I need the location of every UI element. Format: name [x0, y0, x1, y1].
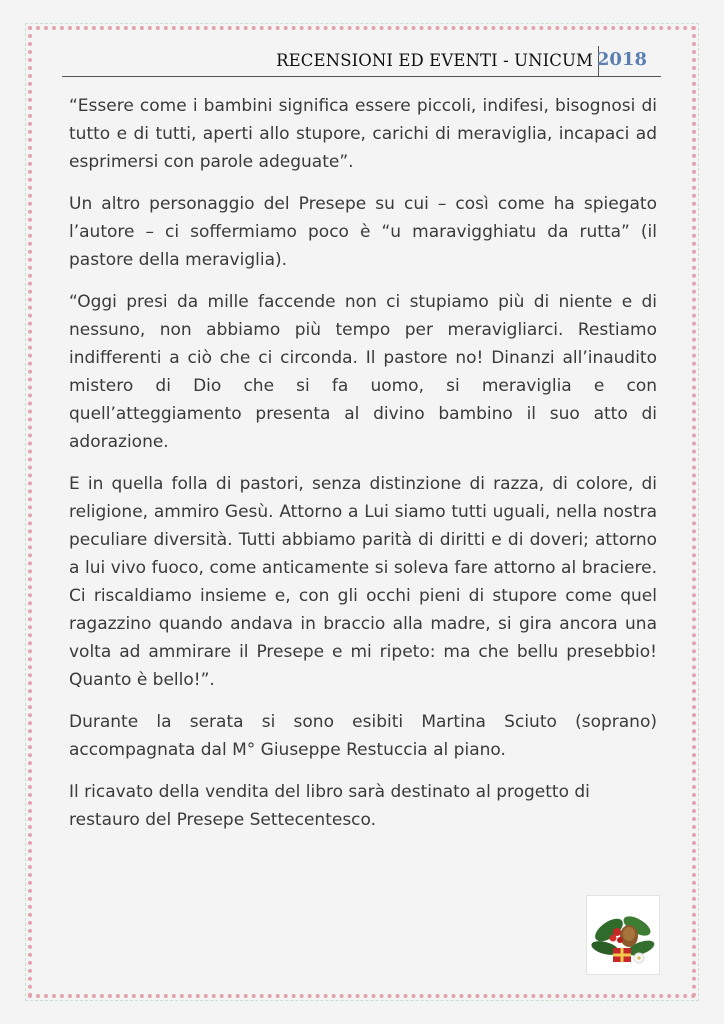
- header-year: 2018: [596, 49, 647, 70]
- paragraph-4: E in quella folla di pastori, senza distinzione di razza, di colore, di religione, ammiro Gesù. Attorno a Lui siamo tutti uguali, nella nostra peculiare diversità. Tutti abbiamo parità di diritti e di doveri; attorno a lui vivo fuoco, come anticamente si soleva fare attorno al braciere. Ci riscaldiamo insieme e, con gli occhi pieni di stupore come quel ragazzino quando andava in braccio alla madre, si gira ancora una volta ad ammirare il Presepe e mi ripeto: ma che bellu presebbio! Quanto è bello!”.: [69, 474, 657, 690]
- paragraph-6: Il ricavato della vendita del libro sarà destinato al progetto di restauro del Presepe Settecentesco.: [69, 782, 590, 830]
- paragraph-5: Durante la serata si sono esibiti Martina Sciuto (soprano) accompagnata dal M° Giuseppe Restuccia al piano.: [69, 712, 657, 760]
- paragraph-1: “Essere come i bambini significa essere piccoli, indifesi, bisognosi di tutto e di tutti, aperti allo stupore, carichi di meraviglia, incapaci ad esprimersi con parole adeguate”.: [69, 96, 657, 172]
- header-title: RECENSIONI ED EVENTI - UNICUM: [276, 51, 593, 70]
- paragraph-3: “Oggi presi da mille faccende non ci stupiamo più di niente e di nessuno, non abbiamo più tempo per meravigliarci. Restiamo indifferenti a ciò che ci circonda. Il pastore no! Dinanzi all’inaudito mistero di Dio che si fa uomo, si meraviglia e con quell’atteggiamento presenta al divino bambino il suo atto di adorazione.: [69, 292, 657, 452]
- page-header: [62, 46, 661, 77]
- article-body: [69, 92, 657, 848]
- christmas-ornament-icon: [586, 895, 660, 975]
- paragraph-2: Un altro personaggio del Presepe su cui – così come ha spiegato l’autore – ci soffermiamo poco è “u maravigghiatu da rutta” (il pastore della meraviglia).: [69, 194, 657, 270]
